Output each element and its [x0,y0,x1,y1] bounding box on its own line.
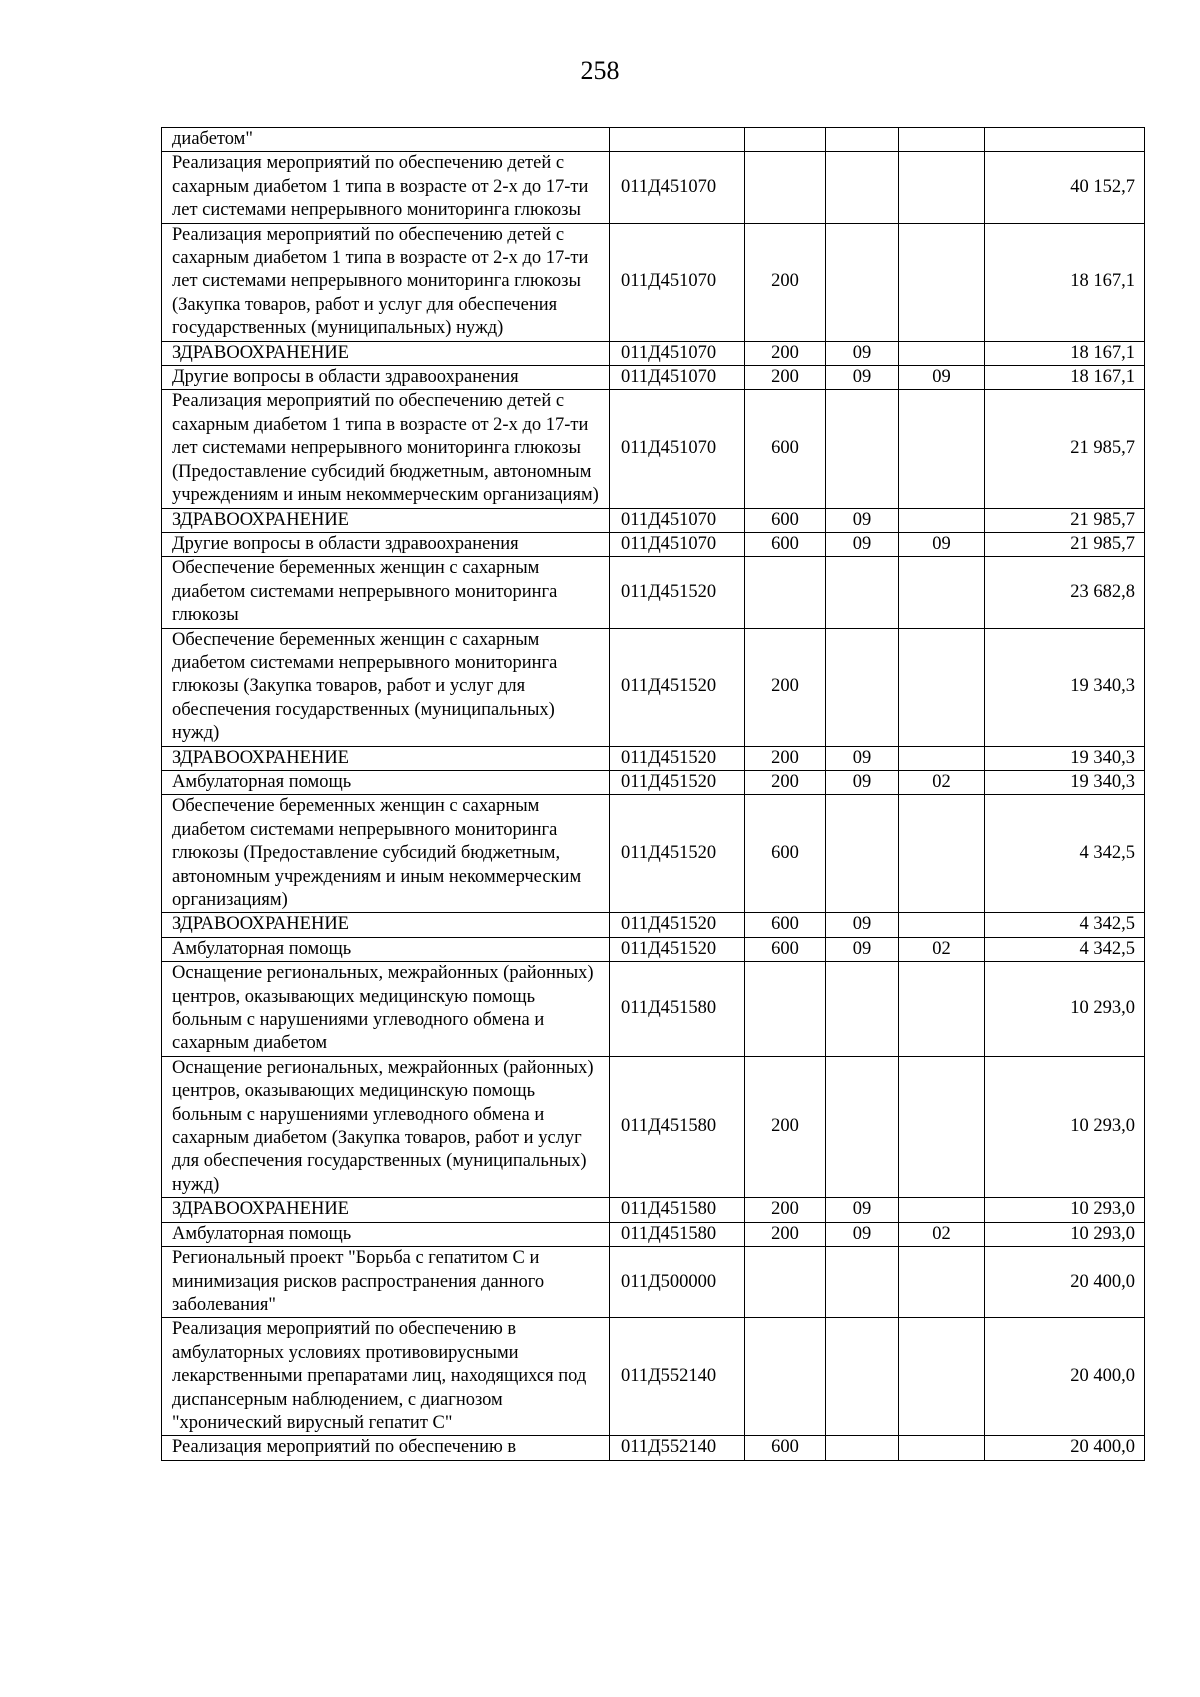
subsection-cell [899,1056,985,1197]
table-row [162,1198,1145,1222]
target-article-cell: 011Д451070 [610,508,745,532]
page-number: 258 [580,56,620,85]
expense-type-cell: 600 [745,390,826,508]
row-name-cell: ЗДРАВООХРАНЕНИЕ [162,913,610,937]
expense-type-cell: 200 [745,1222,826,1246]
section-cell [826,1056,899,1197]
amount-cell: 4 342,5 [985,937,1145,961]
amount-cell: 21 985,7 [985,508,1145,532]
expense-type-cell: 200 [745,1198,826,1222]
subsection-cell [899,1318,985,1436]
section-cell [826,1318,899,1436]
expense-type-cell [745,128,826,152]
expense-type-cell: 200 [745,628,826,746]
target-article-cell: 011Д451520 [610,628,745,746]
subsection-cell [899,913,985,937]
target-article-cell: 011Д451070 [610,341,745,365]
expense-type-cell: 600 [745,937,826,961]
expense-type-cell [745,1318,826,1436]
table-row [162,962,1145,1057]
expense-type-cell [745,962,826,1057]
section-cell [826,152,899,223]
table-row [162,152,1145,223]
row-name-cell: Другие вопросы в области здравоохранения [162,532,610,556]
section-cell [826,390,899,508]
target-article-cell: 011Д451070 [610,152,745,223]
section-cell [826,557,899,628]
table-row [162,1056,1145,1197]
row-name-cell: ЗДРАВООХРАНЕНИЕ [162,1198,610,1222]
table-row [162,1318,1145,1436]
amount-cell: 23 682,8 [985,557,1145,628]
expense-type-cell: 200 [745,366,826,390]
table-row [162,770,1145,794]
section-cell: 09 [826,508,899,532]
target-article-cell: 011Д451520 [610,913,745,937]
target-article-cell: 011Д451070 [610,532,745,556]
target-article-cell: 011Д500000 [610,1247,745,1318]
amount-cell: 20 400,0 [985,1247,1145,1318]
target-article-cell: 011Д451070 [610,366,745,390]
table-row [162,795,1145,913]
row-name-cell: Другие вопросы в области здравоохранения [162,366,610,390]
expense-type-cell [745,557,826,628]
table-row [162,532,1145,556]
target-article-cell: 011Д451520 [610,795,745,913]
subsection-cell [899,557,985,628]
subsection-cell [899,746,985,770]
row-name-cell: Оснащение региональных, межрайонных (районных) центров, оказывающих медицинскую помощь больным с нарушениями углеводного обмена и сахарным диабетом [162,962,610,1057]
subsection-cell [899,1436,985,1460]
amount-cell: 19 340,3 [985,770,1145,794]
row-name-cell: Реализация мероприятий по обеспечению в [162,1436,610,1460]
amount-cell: 18 167,1 [985,223,1145,341]
subsection-cell [899,962,985,1057]
table-row [162,366,1145,390]
target-article-cell: 011Д451520 [610,770,745,794]
section-cell [826,795,899,913]
amount-cell: 18 167,1 [985,341,1145,365]
row-name-cell: Обеспечение беременных женщин с сахарным диабетом системами непрерывного мониторинга глюкозы (Закупка товаров, работ и услуг для обеспечения государственных (муниципальных) нужд) [162,628,610,746]
target-article-cell: 011Д451580 [610,1198,745,1222]
expense-type-cell [745,152,826,223]
amount-cell: 19 340,3 [985,746,1145,770]
amount-cell: 21 985,7 [985,390,1145,508]
row-name-cell: Реализация мероприятий по обеспечению детей с сахарным диабетом 1 типа в возрасте от 2-х до 17-ти лет системами непрерывного мониторинга глюкозы (Закупка товаров, работ и услуг для обеспечения государственных (муниципальных) нужд) [162,223,610,341]
section-cell [826,962,899,1057]
expense-type-cell: 600 [745,508,826,532]
target-article-cell: 011Д451070 [610,223,745,341]
amount-cell: 4 342,5 [985,795,1145,913]
expense-type-cell [745,1247,826,1318]
amount-cell: 10 293,0 [985,962,1145,1057]
expense-type-cell: 600 [745,1436,826,1460]
expense-type-cell: 600 [745,913,826,937]
table-row [162,1247,1145,1318]
amount-cell: 10 293,0 [985,1198,1145,1222]
subsection-cell: 02 [899,937,985,961]
row-name-cell: Реализация мероприятий по обеспечению в амбулаторных условиях противовирусными лекарственными препаратами лиц, находящихся под диспансерным наблюдением, с диагнозом "хронический вирусный гепатит С" [162,1318,610,1436]
expense-type-cell: 600 [745,795,826,913]
table-row [162,341,1145,365]
subsection-cell: 09 [899,366,985,390]
subsection-cell [899,1198,985,1222]
amount-cell: 21 985,7 [985,532,1145,556]
amount-cell: 10 293,0 [985,1222,1145,1246]
row-name-cell: Амбулаторная помощь [162,770,610,794]
table-row [162,1436,1145,1460]
section-cell: 09 [826,532,899,556]
row-name-cell: диабетом" [162,128,610,152]
row-name-cell: Обеспечение беременных женщин с сахарным диабетом системами непрерывного мониторинга глюкозы (Предоставление субсидий бюджетным, автономным учреждениям и иным некоммерческим организациям) [162,795,610,913]
budget-table-body [162,128,1145,1461]
subsection-cell [899,223,985,341]
table-row [162,628,1145,746]
row-name-cell: Обеспечение беременных женщин с сахарным диабетом системами непрерывного мониторинга глюкозы [162,557,610,628]
target-article-cell: 011Д451520 [610,937,745,961]
section-cell [826,628,899,746]
section-cell [826,128,899,152]
expense-type-cell: 200 [745,1056,826,1197]
amount-cell: 18 167,1 [985,366,1145,390]
row-name-cell: ЗДРАВООХРАНЕНИЕ [162,341,610,365]
amount-cell: 20 400,0 [985,1318,1145,1436]
target-article-cell: 011Д451520 [610,746,745,770]
subsection-cell [899,1247,985,1318]
target-article-cell [610,128,745,152]
amount-cell: 40 152,7 [985,152,1145,223]
row-name-cell: ЗДРАВООХРАНЕНИЕ [162,508,610,532]
target-article-cell: 011Д451580 [610,962,745,1057]
table-row [162,508,1145,532]
target-article-cell: 011Д451580 [610,1056,745,1197]
section-cell [826,1247,899,1318]
expense-type-cell: 200 [745,223,826,341]
subsection-cell [899,508,985,532]
section-cell: 09 [826,913,899,937]
subsection-cell [899,390,985,508]
table-row [162,1222,1145,1246]
subsection-cell: 02 [899,770,985,794]
section-cell: 09 [826,366,899,390]
row-name-cell: ЗДРАВООХРАНЕНИЕ [162,746,610,770]
subsection-cell [899,152,985,223]
subsection-cell [899,128,985,152]
row-name-cell: Реализация мероприятий по обеспечению детей с сахарным диабетом 1 типа в возрасте от 2-х до 17-ти лет системами непрерывного мониторинга глюкозы [162,152,610,223]
table-row [162,128,1145,152]
table-row [162,746,1145,770]
amount-cell: 19 340,3 [985,628,1145,746]
section-cell: 09 [826,770,899,794]
table-row [162,937,1145,961]
amount-cell: 10 293,0 [985,1056,1145,1197]
section-cell [826,1436,899,1460]
subsection-cell [899,341,985,365]
table-row [162,557,1145,628]
section-cell: 09 [826,1222,899,1246]
table-row [162,390,1145,508]
amount-cell: 4 342,5 [985,913,1145,937]
amount-cell [985,128,1145,152]
section-cell: 09 [826,1198,899,1222]
section-cell [826,223,899,341]
target-article-cell: 011Д552140 [610,1436,745,1460]
target-article-cell: 011Д451070 [610,390,745,508]
table-row [162,913,1145,937]
row-name-cell: Амбулаторная помощь [162,937,610,961]
row-name-cell: Амбулаторная помощь [162,1222,610,1246]
expense-type-cell: 200 [745,770,826,794]
target-article-cell: 011Д451520 [610,557,745,628]
section-cell: 09 [826,746,899,770]
target-article-cell: 011Д451580 [610,1222,745,1246]
section-cell: 09 [826,937,899,961]
row-name-cell: Оснащение региональных, межрайонных (районных) центров, оказывающих медицинскую помощь больным с нарушениями углеводного обмена и сахарным диабетом (Закупка товаров, работ и услуг для обеспечения государственных (муниципальных) нужд) [162,1056,610,1197]
budget-table [161,127,1145,1461]
row-name-cell: Реализация мероприятий по обеспечению детей с сахарным диабетом 1 типа в возрасте от 2-х до 17-ти лет системами непрерывного мониторинга глюкозы (Предоставление субсидий бюджетным, автономным учреждениям и иным некоммерческим организациям) [162,390,610,508]
table-row [162,223,1145,341]
target-article-cell: 011Д552140 [610,1318,745,1436]
amount-cell: 20 400,0 [985,1436,1145,1460]
subsection-cell: 09 [899,532,985,556]
expense-type-cell: 600 [745,532,826,556]
expense-type-cell: 200 [745,746,826,770]
row-name-cell: Региональный проект "Борьба с гепатитом С и минимизация рисков распространения данного заболевания" [162,1247,610,1318]
subsection-cell [899,795,985,913]
subsection-cell: 02 [899,1222,985,1246]
subsection-cell [899,628,985,746]
expense-type-cell: 200 [745,341,826,365]
section-cell: 09 [826,341,899,365]
